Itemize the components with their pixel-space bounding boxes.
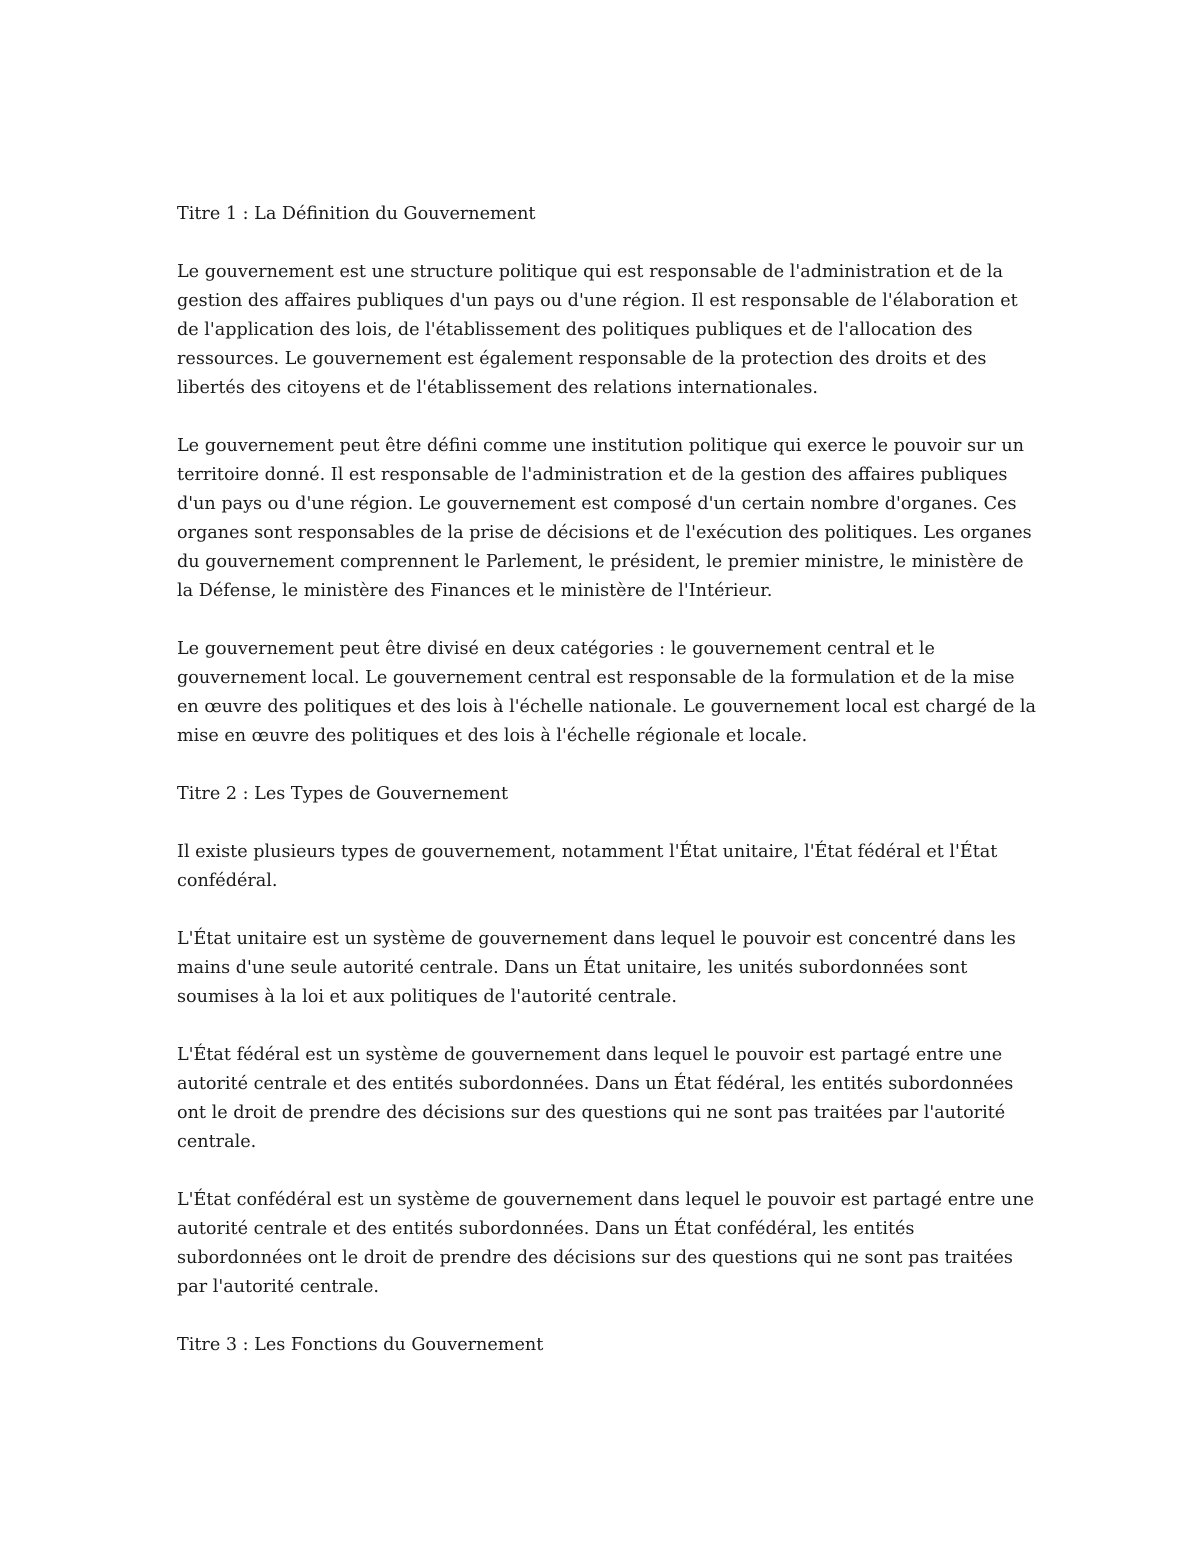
section-2-title: Titre 2 : Les Types de Gouvernement	[177, 784, 509, 804]
section-2-paragraph-4: L'État confédéral est un système de gouvernement dans lequel le pouvoir est partagé entre une autorité centrale et des entités subordonnées. Dans un État confédéral, les entités subordonnées ont le droit de prendre des décisions sur des questions qui ne sont pas traitées par l'autorité centrale.	[177, 1190, 1034, 1297]
section-2-paragraph-2: L'État unitaire est un système de gouvernement dans lequel le pouvoir est concentré dans les mains d'une seule autorité centrale. Dans un État unitaire, les unités subordonnées sont soumises à la loi et aux politiques de l'autorité centrale.	[177, 929, 1016, 1007]
section-3-title: Titre 3 : Les Fonctions du Gouvernement	[177, 1335, 544, 1355]
section-1-paragraph-2: Le gouvernement peut être défini comme une institution politique qui exerce le pouvoir sur un territoire donné. Il est responsable de l'administration et de la gestion des affaires publiques d'un pays ou d'une région. Le gouvernement est composé d'un certain nombre d'organes. Ces organes sont responsables de la prise de décisions et de l'exécution des politiques. Les organes du gouvernement comprennent le Parlement, le président, le premier ministre, le ministère de la Défense, le ministère des Finances et le ministère de l'Intérieur.	[177, 436, 1032, 601]
document-body	[177, 200, 1037, 1389]
section-1-title: Titre 1 : La Définition du Gouvernement	[177, 204, 536, 224]
section-1-paragraph-1: Le gouvernement est une structure politique qui est responsable de l'administration et de la gestion des affaires publiques d'un pays ou d'une région. Il est responsable de l'élaboration et de l'application des lois, de l'établissement des politiques publiques et de l'allocation des ressources. Le gouvernement est également responsable de la protection des droits et des libertés des citoyens et de l'établissement des relations internationales.	[177, 262, 1018, 398]
section-2-paragraph-1: Il existe plusieurs types de gouvernement, notamment l'État unitaire, l'État fédéral et l'État confédéral.	[177, 842, 998, 891]
section-1-paragraph-3: Le gouvernement peut être divisé en deux catégories : le gouvernement central et le gouvernement local. Le gouvernement central est responsable de la formulation et de la mise en œuvre des politiques et des lois à l'échelle nationale. Le gouvernement local est chargé de la mise en œuvre des politiques et des lois à l'échelle régionale et locale.	[177, 639, 1037, 746]
section-2-paragraph-3: L'État fédéral est un système de gouvernement dans lequel le pouvoir est partagé entre une autorité centrale et des entités subordonnées. Dans un État fédéral, les entités subordonnées ont le droit de prendre des décisions sur des questions qui ne sont pas traitées par l'autorité centrale.	[177, 1045, 1014, 1152]
